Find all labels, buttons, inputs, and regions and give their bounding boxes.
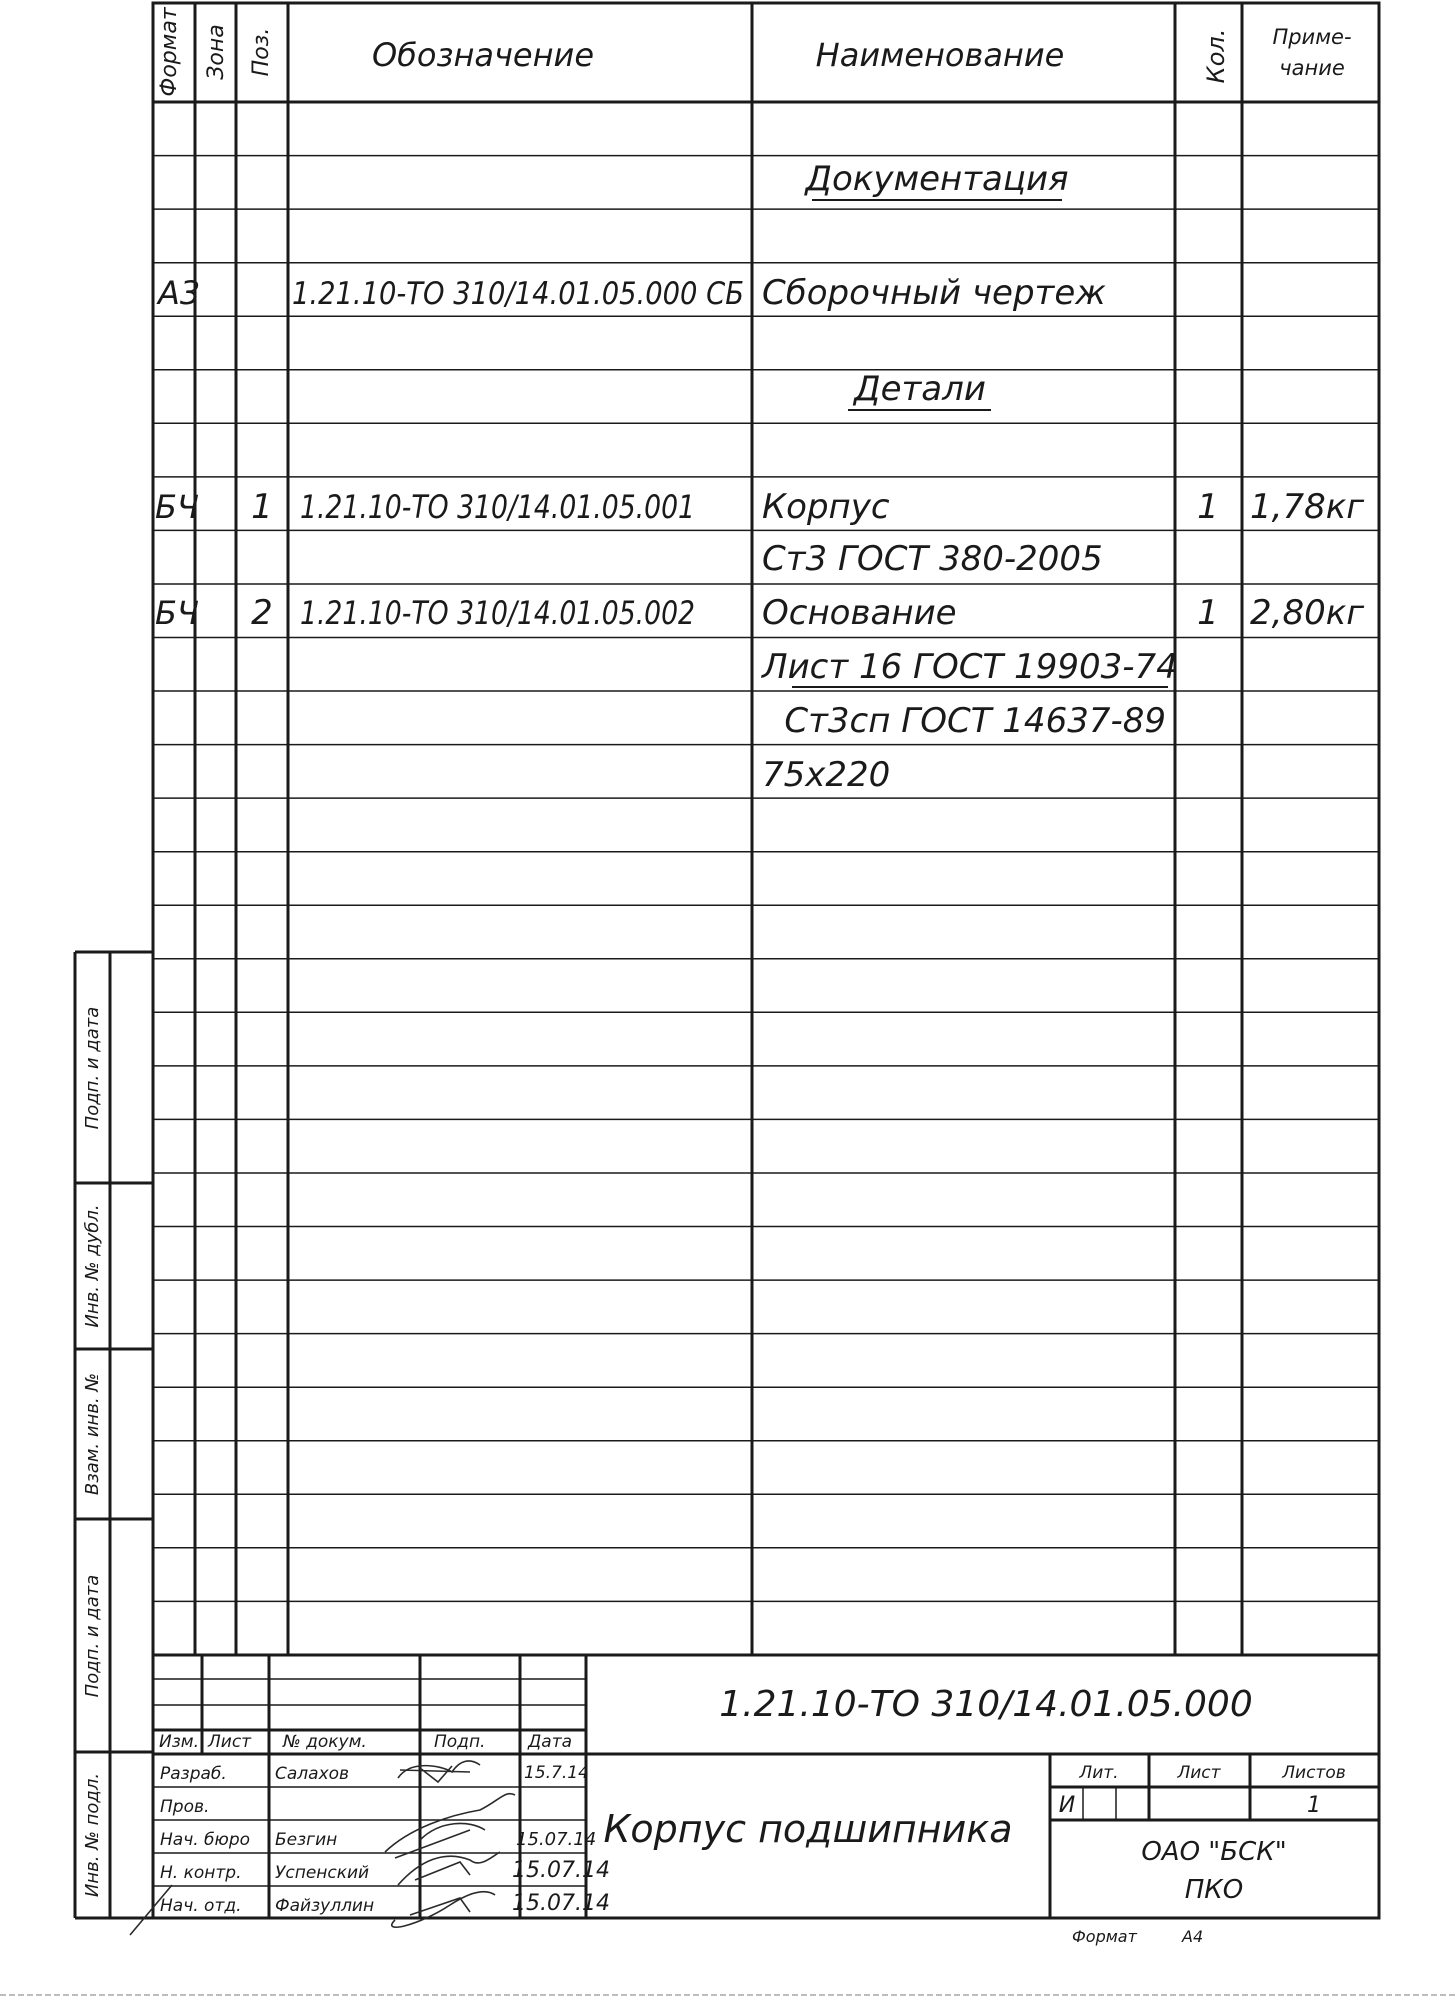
sheets-value: 1 xyxy=(1307,1793,1321,1818)
doc-number: 1.21.10-ТО 310/14.01.05.000 xyxy=(719,1684,1253,1725)
drawing-title: Корпус подшипника xyxy=(603,1807,1013,1851)
row-lines xyxy=(153,156,1379,1602)
signature-nach-buro xyxy=(385,1794,515,1858)
table-row xyxy=(762,539,1103,579)
row-name: Ст3сп ГОСТ 14637-89 xyxy=(784,701,1166,741)
row-pos: 2 xyxy=(251,593,273,633)
org-line-2: ПКО xyxy=(1184,1875,1244,1905)
signature-razrab xyxy=(398,1761,480,1782)
side-label-vzam-inv: Взам. инв. № xyxy=(82,1372,103,1496)
date-razrab: 15.7.14 xyxy=(524,1763,589,1783)
row-name: Сборочный чертеж xyxy=(762,273,1106,313)
header-zone: Зона xyxy=(204,24,229,80)
role-nach-otd: Нач. отд. xyxy=(160,1896,242,1916)
row-format: БЧ xyxy=(155,488,199,526)
row-designation: 1.21.10-ТО 310/14.01.05.001 xyxy=(300,488,695,526)
header-pos: Поз. xyxy=(249,27,274,77)
header-designation: Обозначение xyxy=(371,36,595,74)
side-label-sign-date-1: Подп. и дата xyxy=(82,1006,103,1130)
side-label-sign-date-2: Подп. и дата xyxy=(82,1574,103,1698)
table-row xyxy=(156,273,1106,313)
row-name: Корпус xyxy=(762,487,890,527)
role-nach-buro: Нач. бюро xyxy=(160,1830,251,1850)
row-pos: 1 xyxy=(251,487,273,527)
tb-col-date: Дата xyxy=(528,1732,573,1752)
row-name: Основание xyxy=(762,593,957,633)
org-line-1: ОАО "БСК" xyxy=(1141,1837,1287,1867)
row-qty: 1 xyxy=(1197,593,1219,633)
tb-col-sign: Подп. xyxy=(434,1732,486,1752)
format-label: Формат xyxy=(1072,1927,1137,1946)
signature-nach-otd xyxy=(392,1892,495,1928)
tb-col-list: Лист xyxy=(208,1732,252,1752)
row-format: А3 xyxy=(158,274,201,312)
row-note: 2,80кг xyxy=(1250,593,1365,633)
lit-value: И xyxy=(1058,1793,1076,1818)
tb-col-izm: Изм. xyxy=(159,1732,199,1752)
row-name: Ст3 ГОСТ 380-2005 xyxy=(762,539,1103,579)
date-nach-otd: 15.07.14 xyxy=(512,1891,610,1916)
row-designation: 1.21.10-ТО 310/14.01.05.002 xyxy=(300,594,695,632)
table-row xyxy=(762,755,890,795)
table-row xyxy=(784,701,1166,741)
table-row xyxy=(760,647,1178,687)
table-row xyxy=(155,487,1365,527)
header-qty: Кол. xyxy=(1202,28,1230,84)
tb-col-doc: № докум. xyxy=(283,1732,367,1752)
name-nach-otd: Файзуллин xyxy=(275,1896,375,1916)
section-details: Детали xyxy=(854,369,986,409)
name-n-kontr: Успенский xyxy=(275,1863,370,1883)
name-nach-buro: Безгин xyxy=(275,1830,338,1850)
side-label-inv-podl: Инв. № подл. xyxy=(82,1772,103,1898)
signature-n-kontr xyxy=(398,1852,500,1885)
header-note-line1: Приме- xyxy=(1272,25,1352,49)
row-qty: 1 xyxy=(1197,487,1219,527)
row-note: 1,78кг xyxy=(1250,487,1365,527)
role-razrab: Разраб. xyxy=(160,1764,227,1784)
header-note-line2: чание xyxy=(1279,56,1345,80)
row-name: 75x220 xyxy=(762,755,891,795)
date-n-kontr: 15.07.14 xyxy=(512,1858,610,1883)
role-prov: Пров. xyxy=(160,1797,210,1817)
row-name: Лист 16 ГОСТ 19903-74 xyxy=(762,647,1178,687)
role-n-kontr: Н. контр. xyxy=(160,1863,242,1883)
sheet-label: Лист xyxy=(1177,1763,1221,1783)
table-row xyxy=(155,593,1365,633)
side-label-inv-dubl: Инв. № дубл. xyxy=(82,1204,103,1328)
row-format: БЧ xyxy=(155,594,199,632)
section-documentation: Документация xyxy=(805,159,1069,199)
format-value: А4 xyxy=(1182,1927,1204,1946)
lit-label: Лит. xyxy=(1079,1763,1119,1783)
row-designation: 1.21.10-ТО 310/14.01.05.000 СБ xyxy=(292,276,744,312)
header-format: Формат xyxy=(157,7,182,97)
header-name: Наименование xyxy=(815,36,1065,74)
name-razrab: Салахов xyxy=(275,1764,350,1784)
sheets-label: Листов xyxy=(1282,1763,1346,1783)
date-nach-buro: 15.07.14 xyxy=(516,1829,597,1850)
signature-rows xyxy=(160,1763,610,1916)
